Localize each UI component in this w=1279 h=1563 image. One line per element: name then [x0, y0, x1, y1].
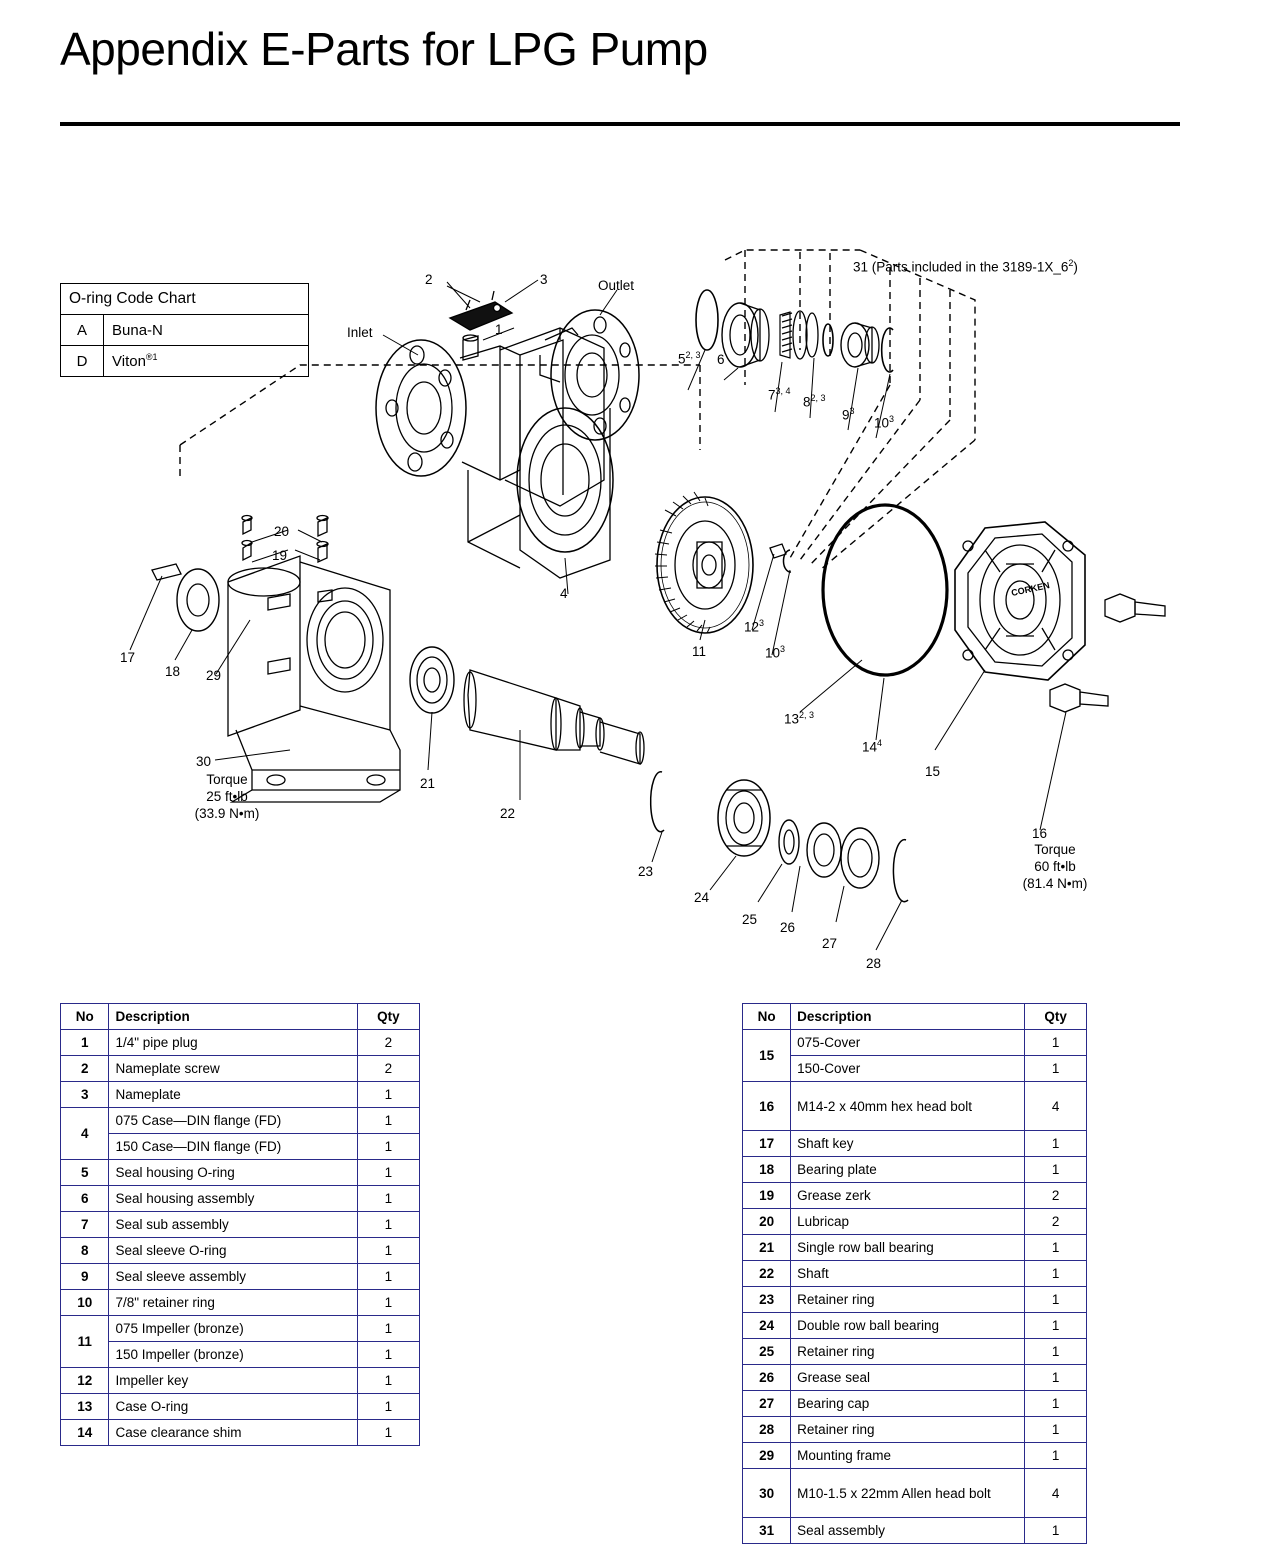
callout-8-num: 8: [803, 394, 811, 410]
callout-10-sup: 3: [889, 414, 895, 424]
part-qty: 1: [357, 1368, 419, 1394]
table-row: [743, 1183, 1087, 1209]
callout-10b-sup: 3: [780, 644, 786, 654]
callout-17: 17: [120, 650, 136, 665]
callout-5-num: 5: [678, 351, 686, 367]
oring-material-a: Buna-N: [104, 315, 309, 346]
callout-14-num: 14: [862, 739, 878, 755]
part-qty: 1: [357, 1082, 419, 1108]
table-row: [61, 1082, 420, 1108]
part-qty: 1: [357, 1134, 419, 1160]
part-qty: 1: [1025, 1339, 1087, 1365]
part-qty: 4: [1025, 1082, 1087, 1131]
part-description: Shaft key: [791, 1131, 1025, 1157]
part-description: Impeller key: [109, 1368, 357, 1394]
callout-16: 16: [1032, 826, 1048, 841]
table-row: [61, 1186, 420, 1212]
torque-note-30-line3: (33.9 N•m): [194, 805, 260, 821]
callout-1: 1: [495, 322, 503, 337]
part-qty: 2: [1025, 1209, 1087, 1235]
part-qty: 1: [357, 1264, 419, 1290]
callout-8: [803, 393, 826, 410]
part-number: 9: [61, 1264, 109, 1290]
table-row: [61, 1134, 420, 1160]
callout-25: 25: [742, 912, 758, 927]
part-description: 150 Case—DIN flange (FD): [109, 1134, 357, 1160]
table-row: [61, 1160, 420, 1186]
callout-inlet: Inlet: [347, 325, 373, 340]
part-qty: 1: [1025, 1417, 1087, 1443]
part-qty: 1: [357, 1420, 419, 1446]
table-row: [61, 1030, 420, 1056]
part-qty: 1: [357, 1108, 419, 1134]
callout-9: [842, 406, 855, 423]
part-number: 11: [61, 1316, 109, 1368]
callout-13-num: 13: [784, 711, 800, 727]
callout-outlet: Outlet: [598, 278, 635, 293]
part-number: 30: [743, 1469, 791, 1518]
part-qty: 1: [1025, 1443, 1087, 1469]
callout-5: [678, 350, 701, 367]
callout-6: 6: [717, 352, 725, 367]
table-row: [61, 1342, 420, 1368]
part-description: Retainer ring: [791, 1287, 1025, 1313]
part-number: 18: [743, 1157, 791, 1183]
torque-note-30-line1: Torque: [206, 772, 248, 787]
callout-7-sup: 3, 4: [775, 386, 791, 396]
callout-10b: [765, 644, 785, 661]
part-number: 25: [743, 1339, 791, 1365]
part-qty: 1: [1025, 1235, 1087, 1261]
table-header-row: [743, 1004, 1087, 1030]
callout-12-num: 12: [744, 619, 760, 635]
part-qty: 1: [357, 1186, 419, 1212]
table-row: [743, 1209, 1087, 1235]
callout-13-sup: 2, 3: [799, 710, 815, 720]
part-number: 16: [743, 1082, 791, 1131]
table-row: [61, 1420, 420, 1446]
part-description: 075-Cover: [791, 1030, 1025, 1056]
page-title: Appendix E-Parts for LPG Pump: [60, 23, 708, 75]
callout-13: [784, 710, 814, 727]
part-qty: 1: [1025, 1391, 1087, 1417]
oring-code-a: A: [61, 315, 104, 346]
part-description: M14-2 x 40mm hex head bolt: [791, 1082, 1025, 1131]
part-number: 3: [61, 1082, 109, 1108]
part-qty: 1: [1025, 1030, 1087, 1056]
callout-28: 28: [866, 956, 882, 971]
part-description: Lubricap: [791, 1209, 1025, 1235]
part-qty: 1: [1025, 1157, 1087, 1183]
table-row: [61, 1394, 420, 1420]
torque-note-16: [1000, 842, 1110, 893]
part-description: Double row ball bearing: [791, 1313, 1025, 1339]
part-description: Seal sub assembly: [109, 1212, 357, 1238]
callout-10-num: 10: [874, 415, 890, 431]
callout-3: 3: [540, 272, 548, 287]
callout-9-num: 9: [842, 407, 850, 423]
part-number: 23: [743, 1287, 791, 1313]
callout-14: [862, 738, 882, 755]
torque-note-30-line2: 25 ft•lb: [206, 788, 248, 804]
part-description: Bearing cap: [791, 1391, 1025, 1417]
part-qty: 1: [357, 1238, 419, 1264]
part-description: Case clearance shim: [109, 1420, 357, 1446]
cover-brand-text: CORKEN: [1010, 580, 1051, 598]
table-row: [743, 1339, 1087, 1365]
part-description: Nameplate screw: [109, 1056, 357, 1082]
callout-20: 20: [274, 524, 290, 539]
table-header-row: [61, 1004, 420, 1030]
column-header-qty: Qty: [357, 1004, 419, 1030]
table-row: [61, 1056, 420, 1082]
part-qty: 1: [357, 1394, 419, 1420]
column-header-qty: Qty: [1025, 1004, 1087, 1030]
seal-kit-note-text: 31 (Parts included in the 3189-1X_6: [853, 259, 1069, 275]
table-row: [61, 1368, 420, 1394]
callout-7: [768, 386, 791, 403]
callout-14-sup: 4: [877, 738, 883, 748]
table-row: [743, 1131, 1087, 1157]
part-qty: 1: [1025, 1287, 1087, 1313]
column-header-no: No: [743, 1004, 791, 1030]
part-number: 6: [61, 1186, 109, 1212]
torque-note-16-line1: Torque: [1034, 842, 1076, 857]
part-description: Single row ball bearing: [791, 1235, 1025, 1261]
part-qty: 1: [357, 1316, 419, 1342]
table-row: [743, 1261, 1087, 1287]
torque-note-16-line2: 60 ft•lb: [1034, 858, 1076, 874]
torque-note-16-line3: (81.4 N•m): [1022, 875, 1088, 891]
part-description: Seal sleeve O-ring: [109, 1238, 357, 1264]
callout-seal-kit-note: [853, 258, 1078, 275]
table-row: [743, 1030, 1087, 1056]
part-number: 28: [743, 1417, 791, 1443]
part-number: 5: [61, 1160, 109, 1186]
part-number: 7: [61, 1212, 109, 1238]
part-description: Retainer ring: [791, 1417, 1025, 1443]
part-number: 1: [61, 1030, 109, 1056]
part-description: Nameplate: [109, 1082, 357, 1108]
part-number: 31: [743, 1518, 791, 1544]
callout-7-num: 7: [768, 387, 776, 403]
callout-5-sup: 2, 3: [685, 350, 701, 360]
part-description: 075 Case—DIN flange (FD): [109, 1108, 357, 1134]
part-description: Case O-ring: [109, 1394, 357, 1420]
callout-19: 19: [272, 548, 288, 563]
callout-2: 2: [425, 272, 433, 287]
table-row: [743, 1469, 1087, 1518]
part-description: Retainer ring: [791, 1339, 1025, 1365]
table-row: [743, 1417, 1087, 1443]
part-description: Seal assembly: [791, 1518, 1025, 1544]
column-header-description: Description: [791, 1004, 1025, 1030]
part-qty: 2: [357, 1056, 419, 1082]
part-number: 4: [61, 1108, 109, 1160]
parts-table-right-body: [743, 1030, 1087, 1544]
part-description: Seal housing assembly: [109, 1186, 357, 1212]
parts-table-right: [742, 1003, 1087, 1544]
part-qty: 1: [357, 1290, 419, 1316]
part-number: 24: [743, 1313, 791, 1339]
callout-9-sup: 3: [849, 406, 855, 416]
callout-12-sup: 3: [759, 618, 765, 628]
part-description: 075 Impeller (bronze): [109, 1316, 357, 1342]
callout-10: [874, 414, 894, 431]
table-row: [61, 1212, 420, 1238]
part-number: 10: [61, 1290, 109, 1316]
part-number: 29: [743, 1443, 791, 1469]
callout-24: 24: [694, 890, 710, 905]
column-header-description: Description: [109, 1004, 357, 1030]
part-description: Grease zerk: [791, 1183, 1025, 1209]
part-qty: 1: [1025, 1131, 1087, 1157]
part-qty: 1: [1025, 1261, 1087, 1287]
part-number: 20: [743, 1209, 791, 1235]
part-qty: 1: [1025, 1056, 1087, 1082]
part-number: 8: [61, 1238, 109, 1264]
table-row: [61, 1108, 420, 1134]
part-qty: 2: [1025, 1183, 1087, 1209]
table-row: [743, 1365, 1087, 1391]
part-number: 22: [743, 1261, 791, 1287]
callout-11: 11: [692, 644, 707, 659]
part-description: Grease seal: [791, 1365, 1025, 1391]
table-row: [743, 1157, 1087, 1183]
part-number: 27: [743, 1391, 791, 1417]
callout-15: 15: [925, 764, 941, 779]
title-divider: [60, 122, 1180, 126]
callout-10b-num: 10: [765, 645, 781, 661]
part-description: Bearing plate: [791, 1157, 1025, 1183]
parts-table-left: [60, 1003, 420, 1446]
part-qty: 1: [357, 1212, 419, 1238]
table-row: [743, 1056, 1087, 1082]
table-row: [61, 1316, 420, 1342]
part-description: Seal sleeve assembly: [109, 1264, 357, 1290]
part-qty: 2: [357, 1030, 419, 1056]
part-number: 13: [61, 1394, 109, 1420]
seal-kit-note-sup: 2: [1068, 258, 1074, 268]
oring-chart-heading: O-ring Code Chart: [61, 284, 309, 315]
column-header-no: No: [61, 1004, 109, 1030]
table-row: [61, 1238, 420, 1264]
table-row: [61, 1290, 420, 1316]
table-row: [743, 1235, 1087, 1261]
oring-code-d: D: [61, 346, 104, 377]
callout-4: 4: [560, 586, 568, 601]
part-number: 17: [743, 1131, 791, 1157]
callout-21: 21: [420, 776, 436, 791]
callout-23: 23: [638, 864, 654, 879]
callout-8-sup: 2, 3: [810, 393, 826, 403]
part-qty: 1: [357, 1160, 419, 1186]
table-row: [743, 1518, 1087, 1544]
part-description: Mounting frame: [791, 1443, 1025, 1469]
part-qty: 1: [357, 1342, 419, 1368]
table-row: [743, 1287, 1087, 1313]
part-number: 2: [61, 1056, 109, 1082]
part-number: 12: [61, 1368, 109, 1394]
callout-29: 29: [206, 668, 222, 683]
callout-12: [744, 618, 764, 635]
callout-26: 26: [780, 920, 796, 935]
oring-material-d-superscript: ®1: [145, 352, 158, 362]
table-row: [743, 1082, 1087, 1131]
part-description: 150-Cover: [791, 1056, 1025, 1082]
callout-22: 22: [500, 806, 516, 821]
table-row: [743, 1313, 1087, 1339]
table-row: [743, 1391, 1087, 1417]
part-qty: 1: [1025, 1518, 1087, 1544]
oring-material-d-text: Viton: [112, 353, 146, 370]
callout-27: 27: [822, 936, 838, 951]
part-description: Shaft: [791, 1261, 1025, 1287]
seal-kit-note-end: ): [1073, 259, 1078, 275]
callout-30: 30: [196, 754, 212, 769]
part-qty: 4: [1025, 1469, 1087, 1518]
table-row: [61, 1264, 420, 1290]
exploded-parts-diagram: [0, 150, 1279, 1000]
part-description: 150 Impeller (bronze): [109, 1342, 357, 1368]
table-row: [743, 1443, 1087, 1469]
part-number: 14: [61, 1420, 109, 1446]
part-number: 15: [743, 1030, 791, 1082]
part-description: Seal housing O-ring: [109, 1160, 357, 1186]
part-description: 1/4" pipe plug: [109, 1030, 357, 1056]
part-number: 19: [743, 1183, 791, 1209]
parts-table-left-body: [61, 1030, 420, 1446]
part-description: 7/8" retainer ring: [109, 1290, 357, 1316]
part-number: 26: [743, 1365, 791, 1391]
torque-note-30: [172, 772, 282, 823]
part-description: M10-1.5 x 22mm Allen head bolt: [791, 1469, 1025, 1518]
part-qty: 1: [1025, 1365, 1087, 1391]
part-number: 21: [743, 1235, 791, 1261]
callout-18: 18: [165, 664, 181, 679]
part-qty: 1: [1025, 1313, 1087, 1339]
